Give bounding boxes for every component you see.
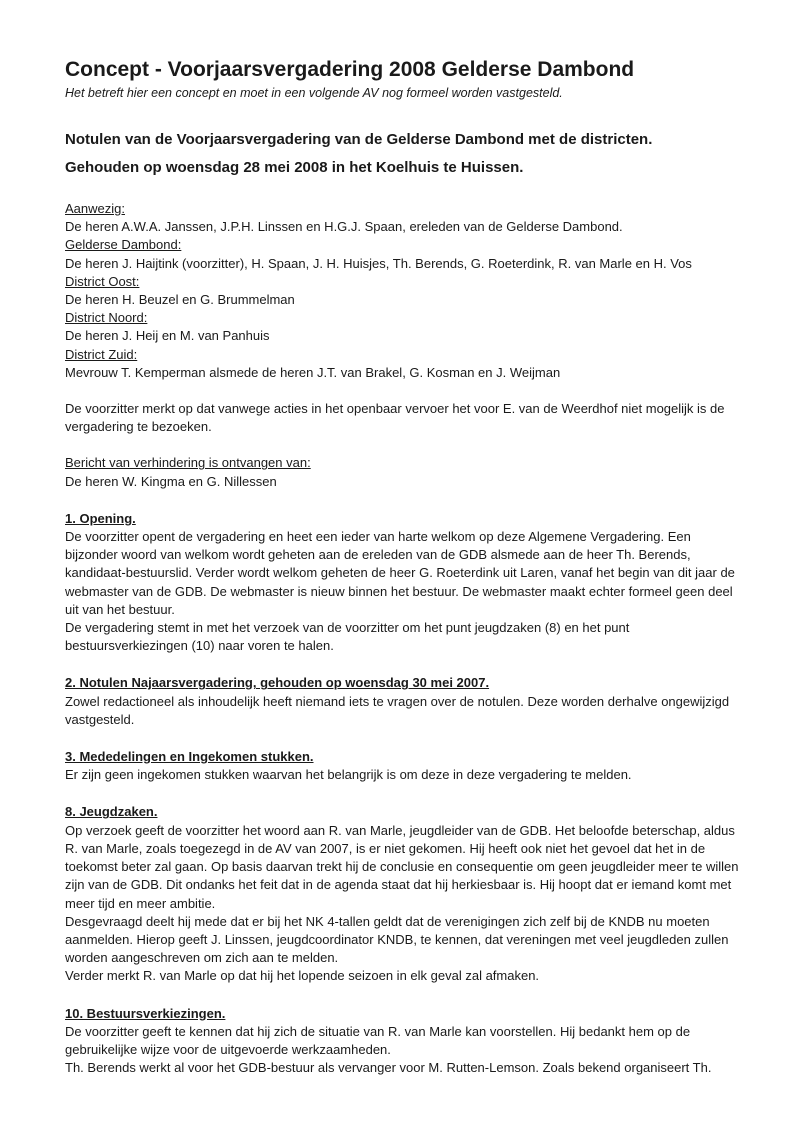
section-8-jeugdzaken [65, 803, 747, 985]
section-paragraph: Er zijn geen ingekomen stukken waarvan het belangrijk is om deze in deze vergadering te melden. [65, 767, 632, 783]
section-heading: 3. Mededelingen en Ingekomen stukken. [65, 749, 314, 765]
section-paragraph: Desgevraagd deelt hij mede dat er bij het NK 4-tallen geldt dat de verenigingen zich zelf bij de KNDB nu moeten aanmelden. Hierop geeft J. Linssen, jeugdcoordinator KNDB, te kennen, dat vereningen met veel jeugdleden zullen worden aangeschreven om zich aan te melden. [65, 913, 729, 966]
section-heading: 10. Bestuursverkiezingen. [65, 1005, 226, 1021]
attendance-list [65, 200, 747, 382]
attendance-group-label-district-noord: District Noord: [65, 310, 148, 326]
section-paragraph: Verder merkt R. van Marle op dat hij het lopende seizoen in elk geval zal afmaken. [65, 968, 540, 984]
section-paragraph: De voorzitter geeft te kennen dat hij zich de situatie van R. van Marle kan voorstellen. Hij bedankt hem op de gebruikelijke wijze voor de uitgevoerde werkzaamheden. [65, 1023, 691, 1057]
section-paragraph: De vergadering stemt in met het verzoek van de voorzitter om het punt jeugdzaken (8) en het punt bestuursverkiezingen (10) naar voren te halen. [65, 620, 630, 654]
section-paragraph: Th. Berends werkt al voor het GDB-bestuur als vervanger voor M. Rutten-Lemson. Zoals bekend organiseert Th. [65, 1060, 712, 1076]
section-heading: 8. Jeugdzaken. [65, 804, 158, 820]
section-heading: 2. Notulen Najaarsvergadering, gehouden op woensdag 30 mei 2007. [65, 675, 490, 691]
section-paragraph: Zowel redactioneel als inhoudelijk heeft niemand iets te vragen over de notulen. Deze worden derhalve ongewijzigd vastgesteld. [65, 693, 730, 727]
attendance-group-label-gelderse-dambond: Gelderse Dambond: [65, 237, 182, 253]
attendance-group-label-district-oost: District Oost: [65, 273, 140, 289]
section-paragraph: Op verzoek geeft de voorzitter het woord aan R. van Marle, jeugdleider van de GDB. Het beloofde beterschap, aldus R. van Marle, zoals toegezegd in de AV van 2007, is er niet gekomen. Hij heeft ook niet het gevoel dat het in de toekomst beter zal gaan. Op basis daarvan trekt hij de conclusie en consequentie om geen jeugdleider meer te willen zijn van de GDB. Dit ondanks het feit dat in de agenda staat dat hij herkiesbaar is. Hij hoopt dat er iemand komt met meer tijd en meer ambitie. [65, 822, 739, 911]
meeting-subtitle [65, 126, 747, 182]
apologies-names: De heren W. Kingma en G. Nillessen [65, 473, 277, 489]
section-heading: 1. Opening. [65, 510, 136, 526]
meeting-subtitle-line1: Notulen van de Voorjaarsvergadering van de Gelderse Dambond met de districten. [65, 131, 653, 148]
attendance-honorary-members: De heren A.W.A. Janssen, J.P.H. Linssen en H.G.J. Spaan, ereleden van de Gelderse Dambond. [65, 219, 623, 235]
section-1-opening [65, 510, 747, 656]
attendance-group-members-district-zuid: Mevrouw T. Kemperman alsmede de heren J.T. van Brakel, G. Kosman en J. Weijman [65, 364, 561, 380]
concept-disclaimer: Het betreft hier een concept en moet in een volgende AV nog formeel worden vastgesteld. [65, 86, 563, 100]
transport-remark: De voorzitter merkt op dat vanwege acties in het openbaar vervoer het voor E. van de Weerdhof niet mogelijk is de vergadering te bezoeken. [65, 401, 725, 435]
section-2-notulen-najaarsvergadering [65, 674, 747, 729]
section-paragraph: De voorzitter opent de vergadering en heet een ieder van harte welkom op deze Algemene Vergadering. Een bijzonder woord van welkom wordt geheten aan de ereleden van de GDB alsmede aan de heer Th. Berends, kandidaat-bestuurslid. Verder wordt welkom geheten de heer G. Roeterdink uit Laren, vanaf het begin van dit jaar de webmaster van de GDB. De webmaster is nieuw binnen het bestuur. De webmaster maakt echter formeel geen deel uit van het bestuur. [65, 529, 735, 617]
attendance-label: Aanwezig: [65, 201, 125, 216]
attendance-group-members-district-oost: De heren H. Beuzel en G. Brummelman [65, 292, 295, 308]
attendance-group-members-gelderse-dambond: De heren J. Haijtink (voorzitter), H. Spaan, J. H. Huisjes, Th. Berends, G. Roeterdink, R. van Marle en H. Vos [65, 255, 692, 271]
document-title: Concept - Voorjaarsvergadering 2008 Gelderse Dambond [65, 58, 635, 81]
apologies-block [65, 454, 747, 490]
section-10-bestuursverkiezingen [65, 1005, 747, 1078]
meeting-subtitle-line2: Gehouden op woensdag 28 mei 2008 in het Koelhuis te Huissen. [65, 159, 524, 176]
apologies-label: Bericht van verhindering is ontvangen van: [65, 455, 311, 471]
attendance-group-members-district-noord: De heren J. Heij en M. van Panhuis [65, 328, 270, 344]
section-3-mededelingen [65, 748, 747, 784]
attendance-group-label-district-zuid: District Zuid: [65, 346, 138, 362]
